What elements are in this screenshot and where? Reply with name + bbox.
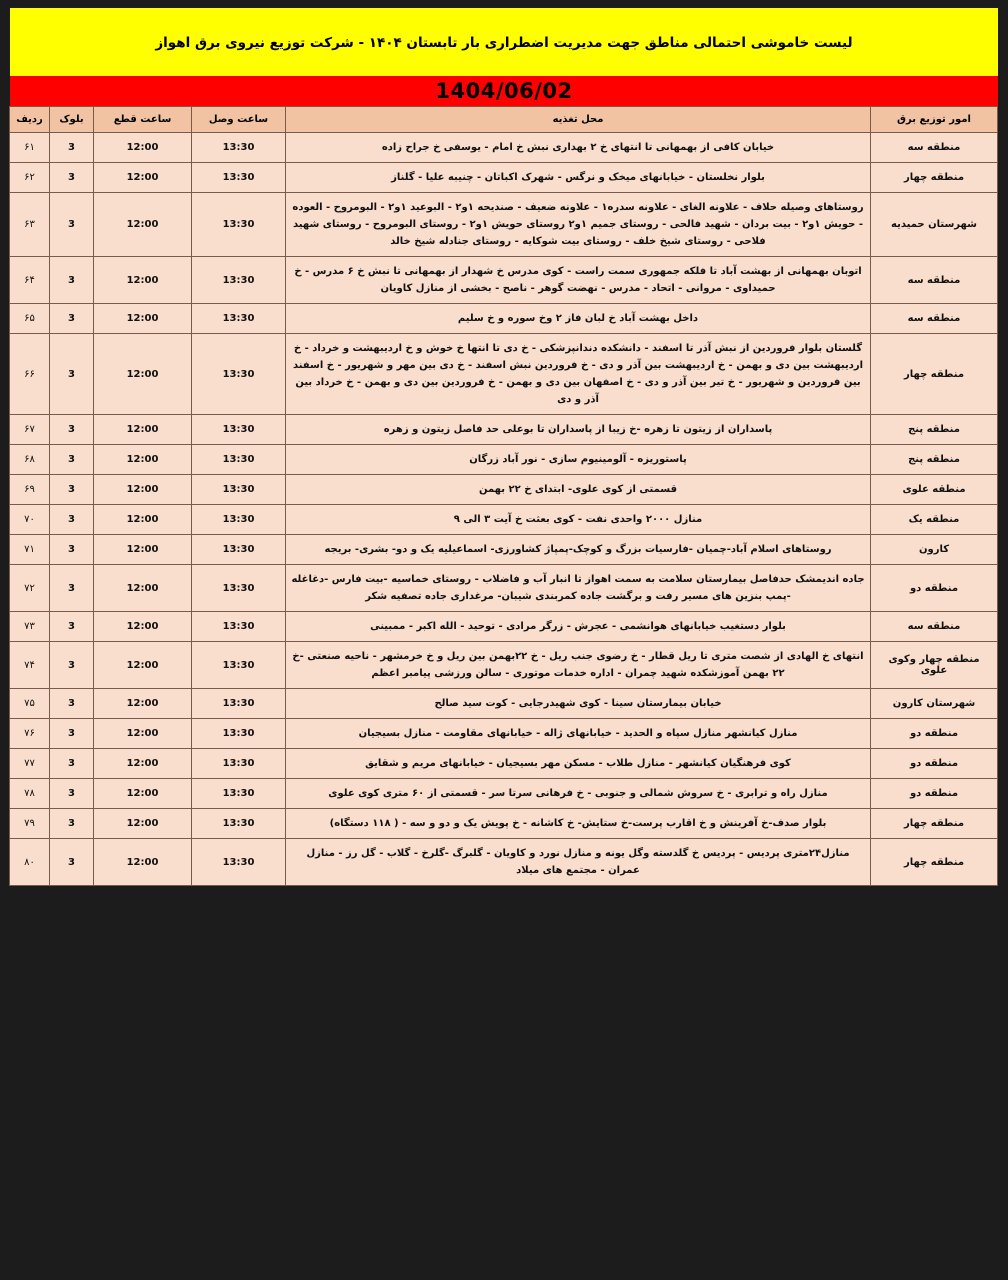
column-header-on-time: ساعت وصل: [192, 107, 286, 133]
outage-table: [9, 106, 998, 886]
cell-area: شهرستان کارون: [871, 689, 998, 719]
cell-on-time: 13:30: [192, 475, 286, 505]
table-row: [10, 535, 998, 565]
cell-on-time: 13:30: [192, 689, 286, 719]
table-row: [10, 839, 998, 886]
cell-area: منطقه پنج: [871, 445, 998, 475]
cell-off-time: 12:00: [94, 415, 192, 445]
schedule-date: 1404/06/02: [10, 76, 998, 106]
cell-area: منطقه چهار وکوی علوی: [871, 642, 998, 689]
cell-location: بلوار نخلستان - خیابانهای میخک و نرگس - شهرک اکباتان - چنیبه علیا - گلناز: [286, 163, 871, 193]
cell-area: منطقه چهار: [871, 163, 998, 193]
cell-block: 3: [50, 535, 94, 565]
table-row: [10, 689, 998, 719]
cell-location: پاستوریزه - آلومینیوم سازی - نور آباد زرگان: [286, 445, 871, 475]
table-body: [10, 133, 998, 886]
cell-area: منطقه سه: [871, 304, 998, 334]
table-row: [10, 304, 998, 334]
cell-on-time: 13:30: [192, 304, 286, 334]
cell-location: پاسداران از زیتون تا زهره -خ زیبا از پاسداران تا بوعلی حد فاصل زیتون و زهره: [286, 415, 871, 445]
table-row: [10, 445, 998, 475]
table-header: [10, 107, 998, 133]
cell-on-time: 13:30: [192, 445, 286, 475]
column-header-off-time: ساعت قطع: [94, 107, 192, 133]
table-row: [10, 809, 998, 839]
cell-area: کارون: [871, 535, 998, 565]
cell-off-time: 12:00: [94, 612, 192, 642]
cell-off-time: 12:00: [94, 809, 192, 839]
cell-off-time: 12:00: [94, 839, 192, 886]
cell-off-time: 12:00: [94, 749, 192, 779]
cell-location: داخل بهشت آباد خ لبان فاز ۲ وخ سوره و خ سلیم: [286, 304, 871, 334]
cell-area: منطقه سه: [871, 133, 998, 163]
cell-location: گلستان بلوار فروردین از نبش آذر تا اسفند - دانشکده دندانپزشکی - خ دی تا انتها خ خوش و خ اردیبهشت و خرداد - خ اردیبهشت بین دی و بهمن - خ اردیبهشت بین آذر و دی - خ فروردین نبش اسفند - خ دی بین مهر و شهریور - خ اسفند بین فروردین و شهریور - خ تیر بین آذر و دی - خ اصفهان بین دی و بهمن - خ فروردین بین دی و بهمن - خ خرداد بین آذر و دی: [286, 334, 871, 415]
cell-area: منطقه یک: [871, 505, 998, 535]
outage-sheet: [10, 8, 998, 886]
cell-off-time: 12:00: [94, 719, 192, 749]
cell-block: 3: [50, 163, 94, 193]
cell-block: 3: [50, 809, 94, 839]
cell-block: 3: [50, 193, 94, 257]
table-row: [10, 719, 998, 749]
cell-row-no: ۶۱: [10, 133, 50, 163]
cell-block: 3: [50, 445, 94, 475]
cell-row-no: ۶۴: [10, 257, 50, 304]
cell-row-no: ۷۵: [10, 689, 50, 719]
cell-block: 3: [50, 304, 94, 334]
cell-block: 3: [50, 505, 94, 535]
column-header-row: ردیف: [10, 107, 50, 133]
cell-location: کوی فرهنگیان کیانشهر - منازل طلاب - مسکن مهر بسیجیان - خیابانهای مریم و شقایق: [286, 749, 871, 779]
cell-location: قسمتی از کوی علوی- ابتدای خ ۲۲ بهمن: [286, 475, 871, 505]
cell-area: منطقه چهار: [871, 809, 998, 839]
column-header-area: امور توزیع برق: [871, 107, 998, 133]
cell-off-time: 12:00: [94, 535, 192, 565]
cell-row-no: ۶۳: [10, 193, 50, 257]
cell-row-no: ۷۷: [10, 749, 50, 779]
cell-area: منطقه چهار: [871, 334, 998, 415]
cell-block: 3: [50, 749, 94, 779]
cell-row-no: ۶۸: [10, 445, 50, 475]
cell-block: 3: [50, 565, 94, 612]
cell-area: منطقه دو: [871, 749, 998, 779]
cell-on-time: 13:30: [192, 719, 286, 749]
cell-on-time: 13:30: [192, 839, 286, 886]
cell-row-no: ۸۰: [10, 839, 50, 886]
cell-on-time: 13:30: [192, 779, 286, 809]
cell-row-no: ۷۴: [10, 642, 50, 689]
cell-on-time: 13:30: [192, 257, 286, 304]
cell-block: 3: [50, 612, 94, 642]
cell-off-time: 12:00: [94, 642, 192, 689]
table-row: [10, 642, 998, 689]
table-row: [10, 749, 998, 779]
cell-row-no: ۷۶: [10, 719, 50, 749]
cell-on-time: 13:30: [192, 535, 286, 565]
cell-area: منطقه دو: [871, 719, 998, 749]
cell-row-no: ۷۸: [10, 779, 50, 809]
cell-off-time: 12:00: [94, 163, 192, 193]
table-row: [10, 779, 998, 809]
table-row: [10, 133, 998, 163]
column-header-block: بلوک: [50, 107, 94, 133]
cell-off-time: 12:00: [94, 193, 192, 257]
cell-location: بلوار دستغیب خیابانهای هوانشمی - عجرش - زرگر مرادی - توحید - الله اکبر - ممبینی: [286, 612, 871, 642]
cell-block: 3: [50, 839, 94, 886]
cell-on-time: 13:30: [192, 565, 286, 612]
cell-row-no: ۶۷: [10, 415, 50, 445]
table-row: [10, 505, 998, 535]
cell-location: انتهای خ الهادی از شصت متری تا ریل قطار - خ رضوی جنب ریل - خ ۲۲بهمن بین ریل و خ خرمشهر - ناحیه صنعتی -خ ۲۲ بهمن آموزشکده شهید چمران - اداره خدمات موتوری - سالن ورزشی پیامبر اعظم: [286, 642, 871, 689]
page-title: لیست خاموشی احتمالی مناطق جهت مدیریت اضطراری بار تابستان ۱۴۰۴ - شرکت توزیع نیروی برق اهواز: [10, 8, 998, 76]
cell-off-time: 12:00: [94, 475, 192, 505]
table-header-row: [10, 107, 998, 133]
table-row: [10, 475, 998, 505]
cell-location: روستاهای اسلام آباد-چمیان -فارسیات بزرگ و کوچک-پمپاژ کشاورزی- اسماعیلیه یک و دو- بشری- بریجه: [286, 535, 871, 565]
cell-off-time: 12:00: [94, 304, 192, 334]
cell-row-no: ۶۶: [10, 334, 50, 415]
table-row: [10, 257, 998, 304]
cell-on-time: 13:30: [192, 809, 286, 839]
cell-location: منازل۲۴متری پردیس - پردیس خ گلدسته وگل یونه و منازل نورد و کاویان - گلبرگ -گلرخ - گلاب - گل رز - منازل عمران - مجتمع های میلاد: [286, 839, 871, 886]
cell-on-time: 13:30: [192, 749, 286, 779]
cell-location: خیابان بیمارستان سینا - کوی شهیدرجایی - کوت سید صالح: [286, 689, 871, 719]
cell-off-time: 12:00: [94, 445, 192, 475]
cell-row-no: ۶۵: [10, 304, 50, 334]
cell-block: 3: [50, 415, 94, 445]
cell-location: جاده اندیمشک حدفاصل بیمارستان سلامت به سمت اهواز تا انبار آب و فاضلاب - روستای خماسیه -بیت فارس -دغاغله -پمپ بنزین های مسیر رفت و برگشت جاده کمربندی شیبان- مرغداری جاده تصفیه شکر: [286, 565, 871, 612]
cell-location: منازل کیانشهر منازل سپاه و الحدید - خیابانهای ژاله - خیابانهای مقاومت - منازل بسیجیان: [286, 719, 871, 749]
table-row: [10, 334, 998, 415]
cell-row-no: ۶۹: [10, 475, 50, 505]
cell-on-time: 13:30: [192, 334, 286, 415]
table-row: [10, 612, 998, 642]
cell-block: 3: [50, 334, 94, 415]
cell-area: منطقه پنج: [871, 415, 998, 445]
cell-row-no: ۷۰: [10, 505, 50, 535]
table-row: [10, 193, 998, 257]
cell-location: روستاهای وصیله حلاف - علاونه الغای - علاونه سدره۱ - علاونه ضعیف - صندیحه ۱و۲ - البوعید ۱و۲ - البومروح - العوده - حویش ۱و۲ - بیت بردان - شهید فالحی - روستای جمیم ۱و۲ روستای حویش ۱و۲ - روستای البومروح - روستای شهید فلاحی - روستای شیخ خلف - روستای بیت شوکایه - روستای جنادله شیخ خالد: [286, 193, 871, 257]
cell-area: منطقه دو: [871, 779, 998, 809]
column-header-location: محل تغذیه: [286, 107, 871, 133]
cell-off-time: 12:00: [94, 689, 192, 719]
cell-location: منازل ۲۰۰۰ واحدی نفت - کوی بعثت خ آیت ۳ الی ۹: [286, 505, 871, 535]
cell-row-no: ۷۳: [10, 612, 50, 642]
cell-block: 3: [50, 689, 94, 719]
cell-on-time: 13:30: [192, 163, 286, 193]
cell-row-no: ۷۹: [10, 809, 50, 839]
cell-block: 3: [50, 475, 94, 505]
cell-block: 3: [50, 779, 94, 809]
cell-on-time: 13:30: [192, 642, 286, 689]
cell-row-no: ۶۲: [10, 163, 50, 193]
cell-on-time: 13:30: [192, 133, 286, 163]
cell-block: 3: [50, 257, 94, 304]
cell-on-time: 13:30: [192, 193, 286, 257]
cell-off-time: 12:00: [94, 565, 192, 612]
cell-off-time: 12:00: [94, 257, 192, 304]
cell-off-time: 12:00: [94, 133, 192, 163]
cell-off-time: 12:00: [94, 505, 192, 535]
cell-area: منطقه سه: [871, 257, 998, 304]
cell-area: منطقه دو: [871, 565, 998, 612]
cell-on-time: 13:30: [192, 505, 286, 535]
cell-area: منطقه سه: [871, 612, 998, 642]
table-row: [10, 163, 998, 193]
table-row: [10, 415, 998, 445]
cell-block: 3: [50, 642, 94, 689]
cell-row-no: ۷۲: [10, 565, 50, 612]
cell-row-no: ۷۱: [10, 535, 50, 565]
cell-location: منازل راه و ترابری - خ سروش شمالی و جنوبی - خ فرهانی سرتا سر - قسمتی از ۶۰ متری کوی علوی: [286, 779, 871, 809]
cell-location: خیابان کافی از بهمهانی تا انتهای خ ۲ بهداری نبش خ امام - یوسفی خ جراح زاده: [286, 133, 871, 163]
cell-area: منطقه علوی: [871, 475, 998, 505]
cell-location: بلوار صدف-خ آفرینش و خ اقارب پرست-خ ستایش- خ کاشانه - خ پویش یک و دو و سه - ( ۱۱۸ دستگاه): [286, 809, 871, 839]
cell-off-time: 12:00: [94, 779, 192, 809]
cell-on-time: 13:30: [192, 415, 286, 445]
table-row: [10, 565, 998, 612]
cell-block: 3: [50, 133, 94, 163]
cell-location: اتوبان بهمهانی از بهشت آباد تا فلکه جمهوری سمت راست - کوی مدرس خ شهدار از بهمهانی تا نبش خ ۶ مدرس - خ حمیداوی - مروانی - اتحاد - مدرس - نهضت گوهر - ناصح - بخشی از منازل کاویان: [286, 257, 871, 304]
cell-block: 3: [50, 719, 94, 749]
cell-area: منطقه چهار: [871, 839, 998, 886]
cell-area: شهرستان حمیدیه: [871, 193, 998, 257]
cell-off-time: 12:00: [94, 334, 192, 415]
cell-on-time: 13:30: [192, 612, 286, 642]
